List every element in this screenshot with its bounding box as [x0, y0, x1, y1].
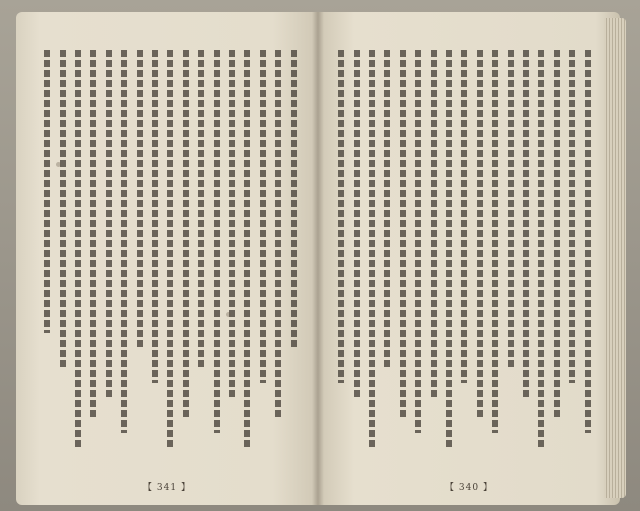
text-column [534, 50, 545, 450]
text-line [477, 50, 483, 417]
book-gutter [312, 12, 324, 505]
text-line [446, 50, 452, 450]
text-column [148, 50, 159, 450]
text-line [275, 50, 281, 417]
text-line [554, 50, 560, 417]
text-line [291, 50, 297, 350]
text-column [334, 50, 345, 450]
ink-spot [226, 312, 231, 317]
text-line [260, 50, 266, 383]
text-line [461, 50, 467, 383]
text-line [90, 50, 96, 417]
text-column [488, 50, 499, 450]
text-line [167, 50, 173, 450]
text-line [152, 50, 158, 383]
text-column [56, 50, 67, 450]
text-column [225, 50, 236, 450]
text-column [550, 50, 561, 450]
text-column [380, 50, 391, 450]
right-page-text-columns [332, 50, 594, 450]
text-column [473, 50, 484, 450]
text-line [492, 50, 498, 433]
text-line [400, 50, 406, 417]
text-column [581, 50, 592, 450]
text-column [365, 50, 376, 450]
text-line [508, 50, 514, 367]
text-line [198, 50, 204, 367]
text-column [240, 50, 251, 450]
open-book [16, 12, 620, 505]
text-column [179, 50, 190, 450]
left-page-text-columns [38, 50, 300, 450]
text-column [411, 50, 422, 450]
text-line [44, 50, 50, 333]
text-column [117, 50, 128, 450]
text-line [523, 50, 529, 400]
text-line [415, 50, 421, 433]
text-line [354, 50, 360, 400]
text-column [40, 50, 51, 450]
text-column [504, 50, 515, 450]
text-column [427, 50, 438, 450]
text-line [121, 50, 127, 433]
text-line [137, 50, 143, 350]
text-line [75, 50, 81, 450]
text-column [102, 50, 113, 450]
text-column [71, 50, 82, 450]
text-line [60, 50, 66, 367]
text-column [287, 50, 298, 450]
text-column [396, 50, 407, 450]
text-column [442, 50, 453, 450]
text-column [519, 50, 530, 450]
right-page-number: 【 340 】 [445, 483, 493, 493]
right-page [318, 12, 620, 505]
text-line [214, 50, 220, 433]
text-column [194, 50, 205, 450]
text-line [229, 50, 235, 400]
text-line [106, 50, 112, 400]
left-page [16, 12, 318, 505]
text-column [256, 50, 267, 450]
text-column [86, 50, 97, 450]
text-line [431, 50, 437, 400]
text-line [569, 50, 575, 383]
text-line [338, 50, 344, 383]
text-line [538, 50, 544, 450]
page-edges [604, 18, 626, 498]
text-column [565, 50, 576, 450]
text-column [163, 50, 174, 450]
text-line [369, 50, 375, 450]
text-line [585, 50, 591, 433]
ink-spot [56, 162, 61, 167]
text-line [183, 50, 189, 417]
text-column [271, 50, 282, 450]
text-column [457, 50, 468, 450]
text-column [133, 50, 144, 450]
text-column [210, 50, 221, 450]
left-page-number: 【 341 】 [143, 483, 191, 493]
text-line [384, 50, 390, 367]
text-column [350, 50, 361, 450]
text-line [244, 50, 250, 450]
